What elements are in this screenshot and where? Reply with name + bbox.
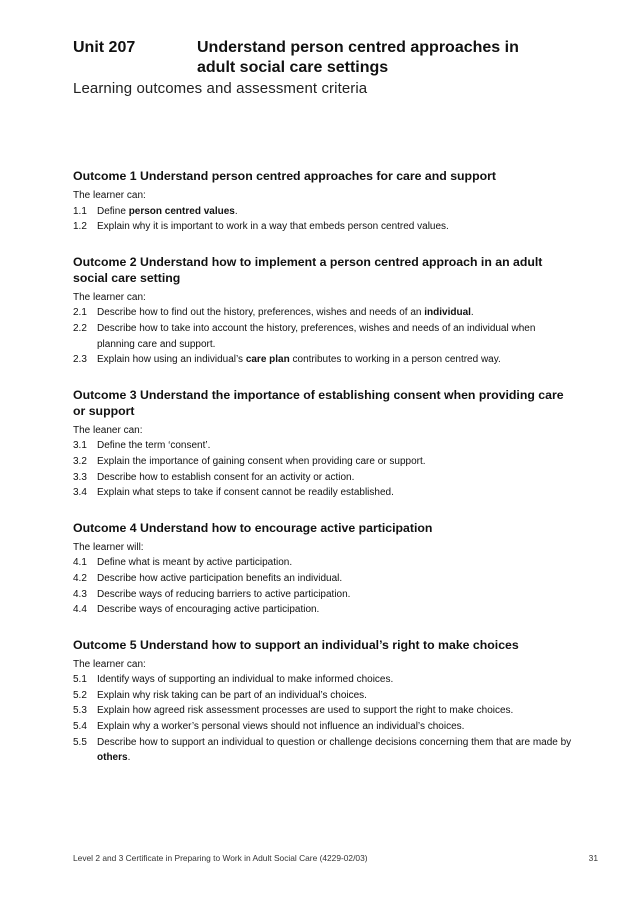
criterion-text: [97, 555, 573, 571]
footer-qualification-title: Level 2 and 3 Certificate in Preparing to Work in Adult Social Care (4229-02/03): [73, 853, 368, 863]
criterion-text: [97, 571, 573, 587]
criterion-text-part: Describe how to find out the history, preferences, wishes and needs of an: [97, 307, 425, 319]
criterion-number: 4.3: [73, 588, 87, 600]
section-subtitle: Learning outcomes and assessment criteria: [73, 80, 368, 97]
criterion-text-part: .: [470, 307, 474, 319]
criterion-number: 5.2: [73, 689, 87, 701]
outcome-title: Outcome 5 Understand how to support an individual’s right to make choices: [73, 637, 519, 652]
outcome-section: [73, 637, 573, 766]
unit-title-line-2: adult social care settings: [197, 59, 389, 76]
assessment-criterion: [73, 571, 573, 587]
outcome-title: Outcome 1 Understand person centred approaches for care and support: [73, 169, 496, 183]
criterion-number: 5.1: [73, 674, 87, 686]
criterion-text-part: Identify ways of supporting an individual to make informed choices.: [97, 674, 394, 686]
glossary-term: individual: [424, 307, 471, 319]
assessment-criterion: [73, 688, 573, 704]
outcome-section: [73, 387, 573, 501]
criterion-text: [97, 454, 573, 470]
criterion-number: 4.4: [73, 604, 87, 616]
criterion-text: [97, 485, 573, 501]
page-footer: [73, 852, 598, 864]
outcome-section: [73, 168, 573, 235]
criterion-number: 3.1: [73, 440, 87, 452]
learner-intro: The leaner can:: [73, 424, 143, 436]
learner-intro: The learner will:: [73, 541, 144, 553]
assessment-criterion: [73, 555, 573, 571]
criterion-text: [97, 438, 573, 454]
outcome-section: [73, 520, 573, 618]
criterion-text: [97, 719, 573, 735]
assessment-criterion: [73, 672, 573, 688]
criterion-text-part: Describe how active participation benefits an individual.: [97, 572, 343, 584]
criterion-number: 3.3: [73, 471, 87, 483]
assessment-criterion: [73, 438, 573, 454]
glossary-term: person centred values: [128, 205, 235, 217]
criterion-number: 5.4: [73, 721, 87, 733]
assessment-criterion: [73, 204, 573, 220]
criterion-text: [97, 735, 573, 766]
criterion-text: [97, 352, 573, 368]
criterion-text-part: .: [127, 752, 131, 764]
criterion-number: 5.3: [73, 705, 87, 717]
unit-number: Unit 207: [73, 39, 136, 56]
criterion-text: [97, 602, 573, 618]
criterion-text: [97, 688, 573, 704]
outcomes-list: [73, 168, 573, 785]
criterion-text: [97, 587, 573, 603]
criterion-text-part: Describe ways of reducing barriers to active participation.: [97, 588, 351, 600]
assessment-criterion: [73, 352, 573, 368]
criterion-text-part: Explain the importance of gaining consent when providing care or support.: [97, 455, 426, 467]
criterion-number: 3.2: [73, 455, 87, 467]
criterion-number: 1.2: [73, 221, 87, 233]
criterion-text: [97, 470, 573, 486]
assessment-criterion: [73, 219, 573, 235]
criterion-number: 4.1: [73, 557, 87, 569]
criterion-text-part: Explain how agreed risk assessment processes are used to support the right to make choices.: [97, 705, 514, 717]
assessment-criterion: [73, 454, 573, 470]
criterion-text-part: contributes to working in a person centred way.: [289, 354, 501, 366]
criterion-text-part: Define what is meant by active participation.: [97, 557, 293, 569]
assessment-criterion: [73, 719, 573, 735]
assessment-criterion: [73, 587, 573, 603]
criterion-text: [97, 672, 573, 688]
learner-intro: The learner can:: [73, 658, 146, 670]
assessment-criterion: [73, 305, 573, 321]
unit-title-line-1: Understand person centred approaches in: [197, 39, 519, 56]
outcome-title: Outcome 4 Understand how to encourage active participation: [73, 520, 433, 535]
criterion-text-part: Define: [97, 205, 129, 217]
criterion-text-part: Describe how to support an individual to question or challenge decisions concerning them that are made by: [97, 736, 572, 748]
criterion-number: 2.1: [73, 307, 87, 319]
criterion-text-part: Describe how to establish consent for an activity or action.: [97, 471, 355, 483]
criterion-number: 1.1: [73, 205, 87, 217]
outcome-title: Outcome 3 Understand the importance of establishing consent when providing care or support: [73, 387, 564, 418]
unit-title: [197, 38, 557, 78]
assessment-criterion: [73, 470, 573, 486]
criterion-text-part: .: [234, 205, 238, 217]
criterion-text-part: Define the term ‘consent’.: [97, 440, 211, 452]
criterion-text: [97, 219, 573, 235]
learner-intro: The learner can:: [73, 190, 146, 201]
criterion-text: [97, 305, 573, 321]
criterion-number: 3.4: [73, 487, 87, 499]
criterion-number: 4.2: [73, 572, 87, 584]
page-number: 31: [588, 853, 598, 863]
assessment-criterion: [73, 602, 573, 618]
criterion-number: 2.3: [73, 354, 87, 366]
criterion-text-part: Describe ways of encouraging active participation.: [97, 604, 320, 616]
criterion-text-part: Describe how to take into account the history, preferences, wishes and needs of an individual when planning care and support.: [97, 322, 536, 350]
assessment-criterion: [73, 321, 573, 352]
outcome-title: Outcome 2 Understand how to implement a person centred approach in an adult social care setting: [73, 254, 543, 285]
glossary-term: care plan: [245, 354, 290, 366]
criterion-text: [97, 204, 573, 220]
unit-header: [73, 38, 593, 78]
criterion-text: [97, 321, 573, 352]
criterion-text-part: Explain why a worker’s personal views should not influence an individual’s choices.: [97, 721, 465, 733]
assessment-criterion: [73, 485, 573, 501]
assessment-criterion: [73, 735, 573, 766]
glossary-term: others: [97, 752, 128, 764]
criterion-number: 5.5: [73, 736, 87, 748]
criterion-text-part: Explain how using an individual’s: [97, 354, 246, 366]
criterion-text-part: Explain why risk taking can be part of an individual’s choices.: [97, 689, 367, 701]
criterion-text-part: Explain what steps to take if consent cannot be readily established.: [97, 487, 394, 499]
learner-intro: The learner can:: [73, 291, 146, 303]
assessment-criterion: [73, 703, 573, 719]
criterion-number: 2.2: [73, 322, 87, 334]
outcome-section: [73, 254, 573, 368]
criterion-text-part: Explain why it is important to work in a way that embeds person centred values.: [97, 221, 449, 233]
criterion-text: [97, 703, 573, 719]
